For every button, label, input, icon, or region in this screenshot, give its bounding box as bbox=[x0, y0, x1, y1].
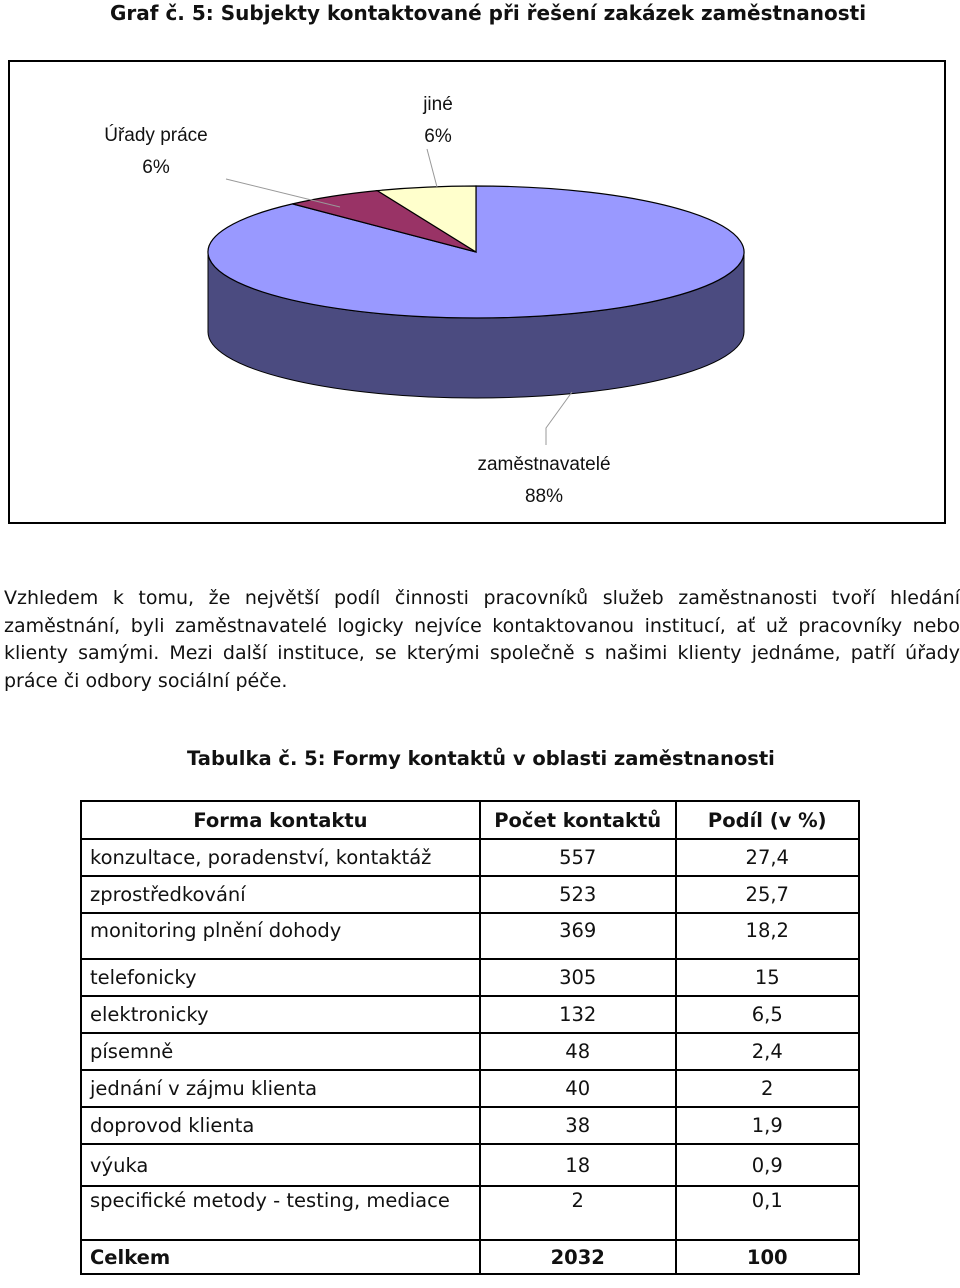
contact-forms-table bbox=[80, 800, 860, 1275]
cell-podil: 27,4 bbox=[676, 839, 859, 876]
table-row bbox=[81, 996, 859, 1033]
table-title: Tabulka č. 5: Formy kontaktů v oblasti zaměstnanosti bbox=[187, 747, 775, 770]
cell-pocet: 305 bbox=[480, 959, 676, 996]
table-row bbox=[81, 1186, 859, 1240]
cell-forma: zprostředkování bbox=[81, 876, 480, 913]
table-row bbox=[81, 913, 859, 959]
table-total-row bbox=[81, 1240, 859, 1274]
cell-podil: 15 bbox=[676, 959, 859, 996]
cell-forma: telefonicky bbox=[81, 959, 480, 996]
pie-chart-svg bbox=[10, 62, 944, 522]
cell-forma: specifické metody - testing, mediace bbox=[81, 1186, 480, 1240]
cell-podil: 0,9 bbox=[676, 1144, 859, 1186]
graph-title: Graf č. 5: Subjekty kontaktované při řešení zakázek zaměstnanosti bbox=[110, 1, 867, 25]
cell-podil: 6,5 bbox=[676, 996, 859, 1033]
header-pocet: Počet kontaktů bbox=[480, 801, 676, 839]
cell-podil: 2,4 bbox=[676, 1033, 859, 1070]
label-zamestnavatele-value: 88% bbox=[524, 486, 564, 507]
label-jine-name: jiné bbox=[423, 94, 453, 115]
table-row bbox=[81, 1144, 859, 1186]
header-forma: Forma kontaktu bbox=[81, 801, 480, 839]
leader-line-zamestnavatele bbox=[546, 392, 572, 445]
cell-pocet: 48 bbox=[480, 1033, 676, 1070]
cell-pocet: 369 bbox=[480, 913, 676, 959]
label-urady-prace-name: Úřady práce bbox=[104, 125, 208, 146]
cell-total-podil: 100 bbox=[676, 1240, 859, 1274]
label-zamestnavatele-name: zaměstnavatelé bbox=[477, 454, 611, 475]
table-row bbox=[81, 1070, 859, 1107]
cell-forma: elektronicky bbox=[81, 996, 480, 1033]
table-row bbox=[81, 876, 859, 913]
cell-total-pocet: 2032 bbox=[480, 1240, 676, 1274]
cell-pocet: 40 bbox=[480, 1070, 676, 1107]
header-podil: Podíl (v %) bbox=[676, 801, 859, 839]
cell-podil: 18,2 bbox=[676, 913, 859, 959]
table-row bbox=[81, 839, 859, 876]
leader-line-jine bbox=[427, 149, 437, 187]
pie-chart bbox=[8, 60, 946, 524]
cell-podil: 2 bbox=[676, 1070, 859, 1107]
table-row bbox=[81, 1033, 859, 1070]
cell-podil: 25,7 bbox=[676, 876, 859, 913]
cell-forma: monitoring plnění dohody bbox=[81, 913, 480, 959]
label-urady-prace-value: 6% bbox=[142, 157, 170, 178]
cell-forma: písemně bbox=[81, 1033, 480, 1070]
cell-forma: výuka bbox=[81, 1144, 480, 1186]
cell-podil: 0,1 bbox=[676, 1186, 859, 1240]
cell-forma: jednání v zájmu klienta bbox=[81, 1070, 480, 1107]
cell-pocet: 38 bbox=[480, 1107, 676, 1144]
cell-forma: doprovod klienta bbox=[81, 1107, 480, 1144]
cell-forma: konzultace, poradenství, kontaktáž bbox=[81, 839, 480, 876]
leader-line-urady-prace bbox=[226, 179, 340, 207]
cell-pocet: 132 bbox=[480, 996, 676, 1033]
cell-pocet: 2 bbox=[480, 1186, 676, 1240]
table-header-row bbox=[81, 801, 859, 839]
label-jine-value: 6% bbox=[424, 126, 452, 147]
cell-total-label: Celkem bbox=[81, 1240, 480, 1274]
cell-pocet: 523 bbox=[480, 876, 676, 913]
cell-podil: 1,9 bbox=[676, 1107, 859, 1144]
cell-pocet: 18 bbox=[480, 1144, 676, 1186]
table-row bbox=[81, 1107, 859, 1144]
cell-pocet: 557 bbox=[480, 839, 676, 876]
table-row bbox=[81, 959, 859, 996]
body-paragraph: Vzhledem k tomu, že největší podíl činnosti pracovníků služeb zaměstnanosti tvoří hledání zaměstnání, byli zaměstnavatelé logicky nejvíce kontaktovanou institucí, ať už pracovníky nebo klienty samými. Mezi další instituce, se kterými společně s našimi klienty jednáme, patří úřady práce či odbory sociální péče. bbox=[4, 587, 960, 692]
